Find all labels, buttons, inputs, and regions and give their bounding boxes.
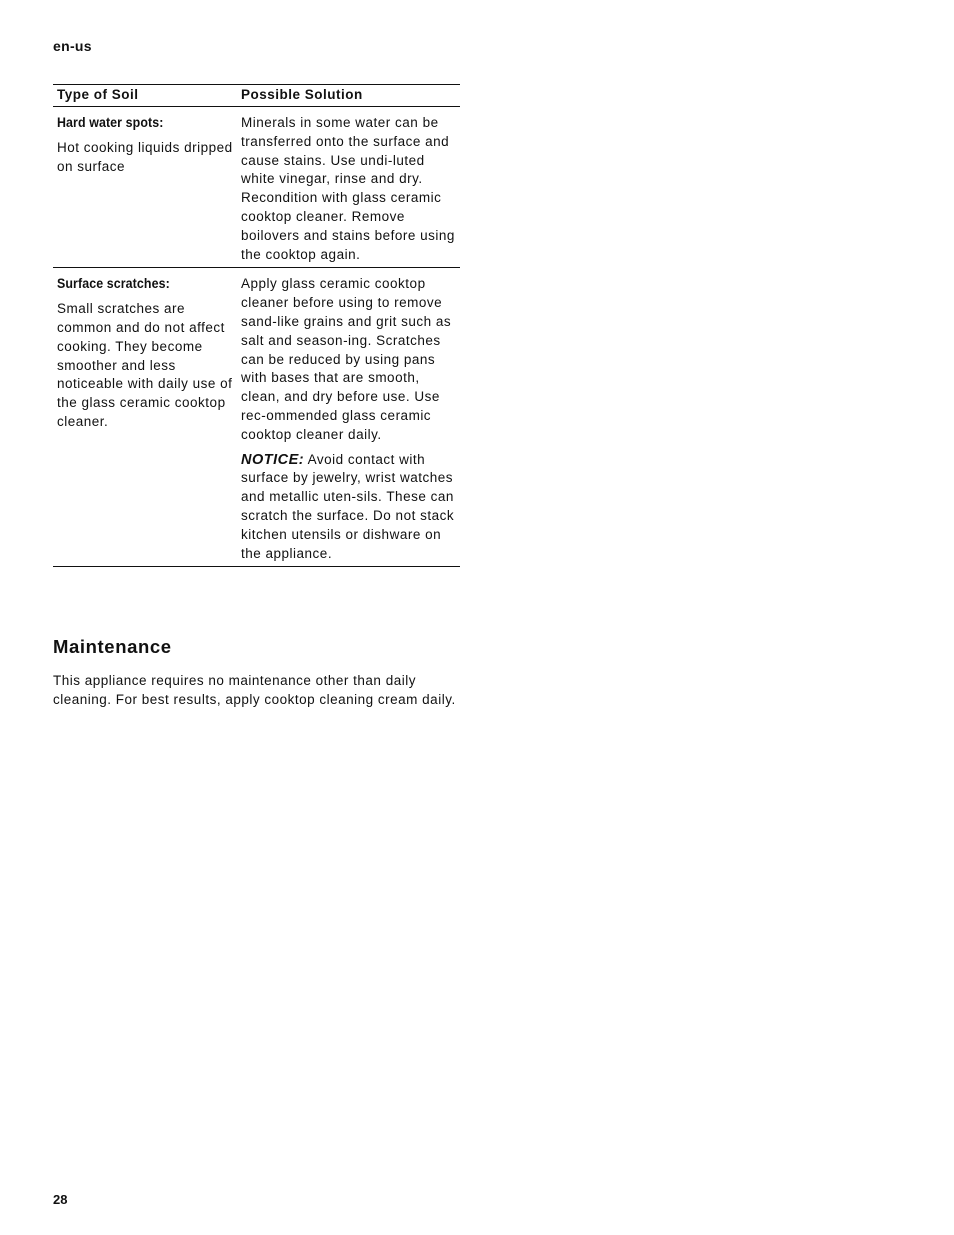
notice-text: Avoid contact with surface by jewelry, wrist watches and metallic uten-sils. These can scratch the surface. Do not stack kitchen utensils or dishware on the appliance. (241, 451, 455, 561)
solution-text: Apply glass ceramic cooktop cleaner before using to remove sand-like grains and grit such as salt and season-ing. Scratches can be reduced by using pans with bases that are smooth, clean, and dry before use. Use rec-ommended glass ceramic cooktop cleaner daily. (241, 276, 452, 442)
table-row (53, 107, 460, 268)
soil-name: Hard water spots: (57, 115, 164, 130)
soil-description: Small scratches are common and do not affect cooking. They become smoother and less noticeable with daily use of the glass ceramic cooktop cleaner. (57, 301, 233, 429)
solution-cell (237, 107, 460, 268)
header-type-of-soil: Type of Soil (53, 85, 237, 107)
header-possible-solution: Possible Solution (237, 85, 460, 107)
solution-text: Minerals in some water can be transferred onto the surface and cause stains. Use undi-luted white vinegar, rinse and dry. Recondition with glass ceramic cooktop cleaner. Remove boilovers and stains before using the cooktop again. (241, 115, 455, 262)
notice-paragraph (241, 451, 456, 564)
maintenance-body: This appliance requires no maintenance other than daily cleaning. For best results, apply cooktop cleaning cream daily. (53, 673, 456, 707)
page-number: 28 (53, 1192, 68, 1207)
maintenance-title: Maintenance (53, 636, 172, 657)
soil-cell (53, 107, 237, 268)
solution-cell (237, 268, 460, 567)
soil-name: Surface scratches: (57, 276, 170, 292)
table-row (53, 268, 460, 567)
table-header-row (53, 85, 460, 107)
soil-cell (53, 268, 237, 567)
notice-label: NOTICE: (241, 451, 305, 468)
soil-table (53, 84, 460, 567)
soil-description: Hot cooking liquids dripped on surface (57, 139, 233, 174)
language-label: en-us (53, 38, 92, 54)
